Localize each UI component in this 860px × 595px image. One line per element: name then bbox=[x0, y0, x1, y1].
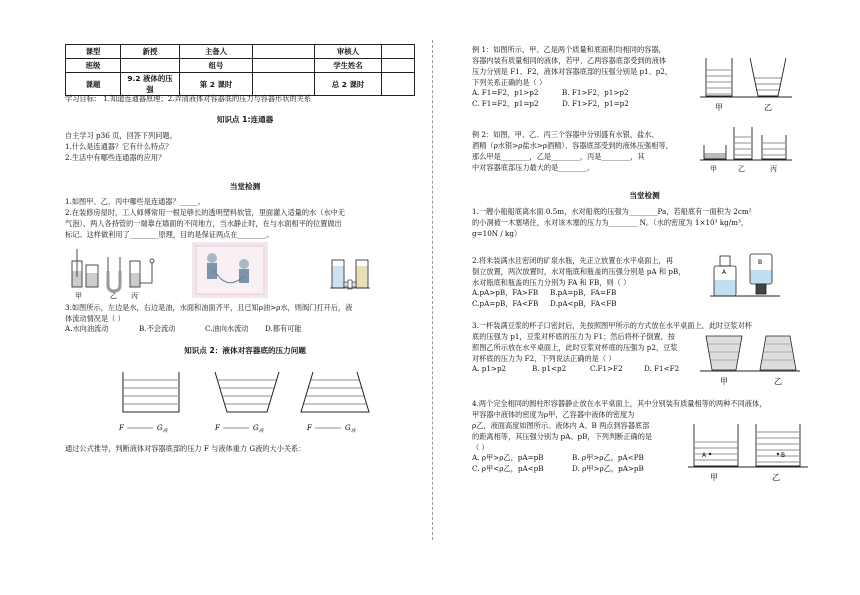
left-column bbox=[65, 93, 425, 240]
table-cell: 9.2 液体的压强 bbox=[121, 73, 180, 96]
example-1-figure bbox=[700, 52, 792, 114]
water-oil-figure bbox=[330, 252, 370, 294]
left-column-lower bbox=[65, 302, 425, 356]
r3-option: C.F1>F2 bbox=[590, 364, 623, 373]
kp1-line: 2.生活中有哪些连通器的应用？ bbox=[65, 153, 166, 162]
ex1-option: D. F1>F2，p1=p2 bbox=[562, 99, 629, 108]
table-cell: 主备人 bbox=[180, 45, 253, 59]
q3-option: D.都有可能 bbox=[265, 324, 302, 333]
question-2-line: 气泡），两人各持管的一端靠在墙面的不同地方，当水静止时，在与水面相平的位置做出 bbox=[65, 219, 342, 228]
kp1-title: 知识点 1:连通器 bbox=[216, 115, 274, 124]
table-cell bbox=[121, 59, 180, 73]
learning-goal: 学习目标： 1.知道连通器原理；2.弄清液体对容器底的压力与容器形状的关系 bbox=[65, 94, 312, 103]
fig-label: 甲 bbox=[710, 473, 718, 482]
fig-label: 甲 bbox=[715, 103, 723, 112]
ex1-line: 压力分别是 F1、F2，液体对容器底部的压强分别是 p1、p2， bbox=[472, 67, 673, 76]
r1-line: 1.一艘小船船底离水面 0.5m，水对船底的压强为________Pa，若船底有一面积为 2cm² bbox=[472, 207, 752, 216]
ex1-option: B. F1>F2，p1>p2 bbox=[562, 88, 629, 97]
r4-line: 甲容器中液体的密度为ρ甲，乙容器中液体的密度为 bbox=[472, 410, 635, 419]
question-3-line: 3.如图所示，左边是水，右边是油，水面和油面齐平，且已知ρ油>ρ水，则阀门打开后，液 bbox=[65, 303, 353, 312]
gravity-label: G bbox=[157, 424, 163, 432]
question-2-line: 2.在装修房屋时，工人师傅常用一根足够长的透明塑料软管，里面灌入适量的水（水中无 bbox=[65, 208, 345, 217]
container-shapes-figure bbox=[115, 368, 375, 434]
table-cell: 总 2 课时 bbox=[315, 73, 382, 96]
gravity-label: G bbox=[345, 424, 351, 432]
kp2-title: 知识点 2：液体对容器底的压力问题 bbox=[184, 346, 306, 355]
question-2-line: 标记。这样做利用了________原理，目的是保证两点在________。 bbox=[65, 230, 274, 239]
table-row bbox=[66, 45, 415, 59]
r2-option: D.pA<pB，FA<FB bbox=[550, 299, 617, 308]
force-label: F bbox=[119, 424, 124, 432]
kp1-line: 1.什么是连通器？它有什么特点？ bbox=[65, 142, 173, 151]
example-1 bbox=[472, 44, 732, 110]
r3-line: 3.一杯装满豆浆的杯子口密封后，先按照图甲所示的方式放在水平桌面上，此时豆浆对杯 bbox=[472, 321, 752, 330]
r3-option: B. p1<p2 bbox=[532, 364, 567, 373]
r4-option: B. ρ甲>ρ乙，pA<PB bbox=[572, 453, 644, 462]
table-cell bbox=[253, 59, 315, 73]
example-2 bbox=[472, 129, 732, 173]
ex2-line: 中对容器底部压力最大的是________。 bbox=[472, 163, 595, 172]
r3-line: 对杯底的压力为 F2，下列说法正确的是（ ） bbox=[472, 354, 616, 363]
ex2-line: 酒精（ρ水银>ρ盐水>ρ酒精），容器底部受到的液体压强相等， bbox=[472, 141, 673, 150]
fig-label: 甲 bbox=[710, 165, 717, 173]
r3-line: 底的压强为 p1，豆浆对杯底的压力为 F1；然后将杯子倒置，按 bbox=[472, 332, 675, 341]
table-row bbox=[66, 59, 415, 73]
gravity-label: G bbox=[253, 424, 259, 432]
fig-label: 乙 bbox=[772, 473, 780, 482]
table-cell: 课题 bbox=[66, 73, 121, 96]
fig-label: 乙 bbox=[738, 165, 745, 173]
r3-option: A. p1>p2 bbox=[472, 364, 507, 373]
right-question-2 bbox=[472, 255, 707, 310]
workers-tube-figure bbox=[192, 242, 268, 298]
ex1-line: 例 1：如图所示，甲、乙是两个质量和底面积均相同的容器， bbox=[472, 45, 666, 54]
fig-label: 乙 bbox=[774, 377, 782, 386]
fig-label: A bbox=[722, 269, 727, 276]
r2-line: 倒立放置，两次放置时，水对瓶底和瓶盖的压强分别是 pA 和 pB， bbox=[472, 267, 686, 276]
kp1-line: 自主学习 p36 页，回答下列问题。 bbox=[65, 131, 177, 140]
fig-label: 乙 bbox=[110, 292, 117, 299]
header-table bbox=[65, 44, 415, 96]
ex2-line: 例 2：如图，甲、乙、丙三个容器中分别盛有水银、盐水、 bbox=[472, 130, 659, 139]
q3-option: C.油向水流动 bbox=[205, 324, 249, 333]
check-title-right: 当堂检测 bbox=[629, 191, 660, 200]
r4-option: D. ρ甲>ρ乙，pA>pB bbox=[572, 464, 644, 473]
right-question-1 bbox=[472, 206, 817, 239]
fig-label: 甲 bbox=[75, 292, 82, 299]
table-cell: 班级 bbox=[66, 59, 121, 73]
r4-line: 4.两个完全相同的圆柱形容器静止放在水平桌面上，其中分别装有质量相等的两种不同液体， bbox=[472, 399, 767, 408]
r4-line: （ ） bbox=[472, 443, 489, 452]
example-2-figure bbox=[700, 125, 792, 175]
r2-option: A.pA>pB，FA>FB bbox=[472, 288, 539, 297]
table-cell bbox=[253, 45, 315, 59]
gravity-subscript: 液 bbox=[259, 429, 264, 434]
gravity-subscript: 液 bbox=[163, 429, 168, 434]
r3-line: 照图乙所示放在水平桌面上，此时豆浆对杯底的压强为 p2，豆浆 bbox=[472, 343, 678, 352]
cylinders-figure bbox=[688, 420, 808, 484]
question-3-line: 体流动情况是（ ） bbox=[65, 314, 125, 323]
force-label: F bbox=[215, 424, 220, 432]
fig-label: 甲 bbox=[720, 377, 728, 386]
derivation-prompt: 通过公式推导，判断液体对容器底部的压力 F 与液体重力 G液的大小关系： bbox=[65, 444, 306, 453]
q3-option: A.水向油流动 bbox=[65, 324, 109, 333]
r2-line: 水对瓶底和瓶盖的压力分别为 FA 和 FB，则（ ） bbox=[472, 278, 631, 287]
cup-figure bbox=[700, 330, 800, 386]
point-label: A bbox=[702, 452, 707, 459]
table-cell: 第 2 课时 bbox=[180, 73, 253, 96]
force-label: F bbox=[307, 424, 312, 432]
point-label: B bbox=[781, 452, 786, 459]
question-1: 1.如图甲、乙、丙中哪些是连通器？_____。 bbox=[65, 197, 205, 206]
q3-option: B.不会流动 bbox=[139, 324, 176, 333]
ex1-option: A. F1=F2，p1>p2 bbox=[472, 88, 539, 97]
r4-line: 的距离相等，其压强分别为 pA、pB，下列判断正确的是 bbox=[472, 432, 653, 441]
gravity-subscript: 液 bbox=[351, 429, 356, 434]
table-cell: 学生姓名 bbox=[315, 59, 382, 73]
r2-line: 2.将未装满水且密闭的矿泉水瓶，先正立放置在水平桌面上，再 bbox=[472, 256, 673, 265]
r1-line: g=10N / kg） bbox=[472, 229, 522, 238]
table-cell bbox=[382, 45, 415, 59]
table-cell: 组号 bbox=[180, 59, 253, 73]
r4-option: A. ρ甲>ρ乙，pA=pB bbox=[472, 453, 544, 462]
ex2-line: 那么甲是________，乙是________，丙是________，其 bbox=[472, 152, 645, 161]
r2-option: B.pA=pB，FA=FB bbox=[550, 288, 617, 297]
page-divider bbox=[432, 40, 433, 540]
fig-label: 丙 bbox=[131, 292, 138, 299]
r3-option: D. F1<F2 bbox=[644, 364, 680, 373]
fig-label: 乙 bbox=[764, 103, 772, 112]
fig-label: B bbox=[758, 259, 763, 266]
ex1-line: 容器内装有质量相同的液体，若甲、乙两容器底部受到的液体 bbox=[472, 56, 667, 65]
r2-option: C.pA=pB，FA<FB bbox=[472, 299, 539, 308]
table-cell: 新授 bbox=[121, 45, 180, 59]
r1-line: 的小洞被一木塞堵住，水对该木塞的压力为________ N。（水的密度为 1×10³ kg/m³， bbox=[472, 218, 749, 227]
ex1-option: C. F1=F2，p1=p2 bbox=[472, 99, 539, 108]
fig-label: 丙 bbox=[770, 165, 777, 173]
r4-line: ρ乙，液面高度如图所示。液体内 A、B 两点到容器底部 bbox=[472, 421, 650, 430]
ex1-line: 下列关系正确的是（ ） bbox=[472, 78, 547, 87]
bottle-figure bbox=[710, 250, 780, 306]
connector-vessels-figure bbox=[68, 247, 163, 299]
check-title-left: 当堂检测 bbox=[229, 182, 261, 191]
table-cell: 课型 bbox=[66, 45, 121, 59]
table-cell bbox=[382, 59, 415, 73]
table-cell: 审核人 bbox=[315, 45, 382, 59]
r4-option: C. ρ甲<ρ乙，pA<pB bbox=[472, 464, 544, 473]
